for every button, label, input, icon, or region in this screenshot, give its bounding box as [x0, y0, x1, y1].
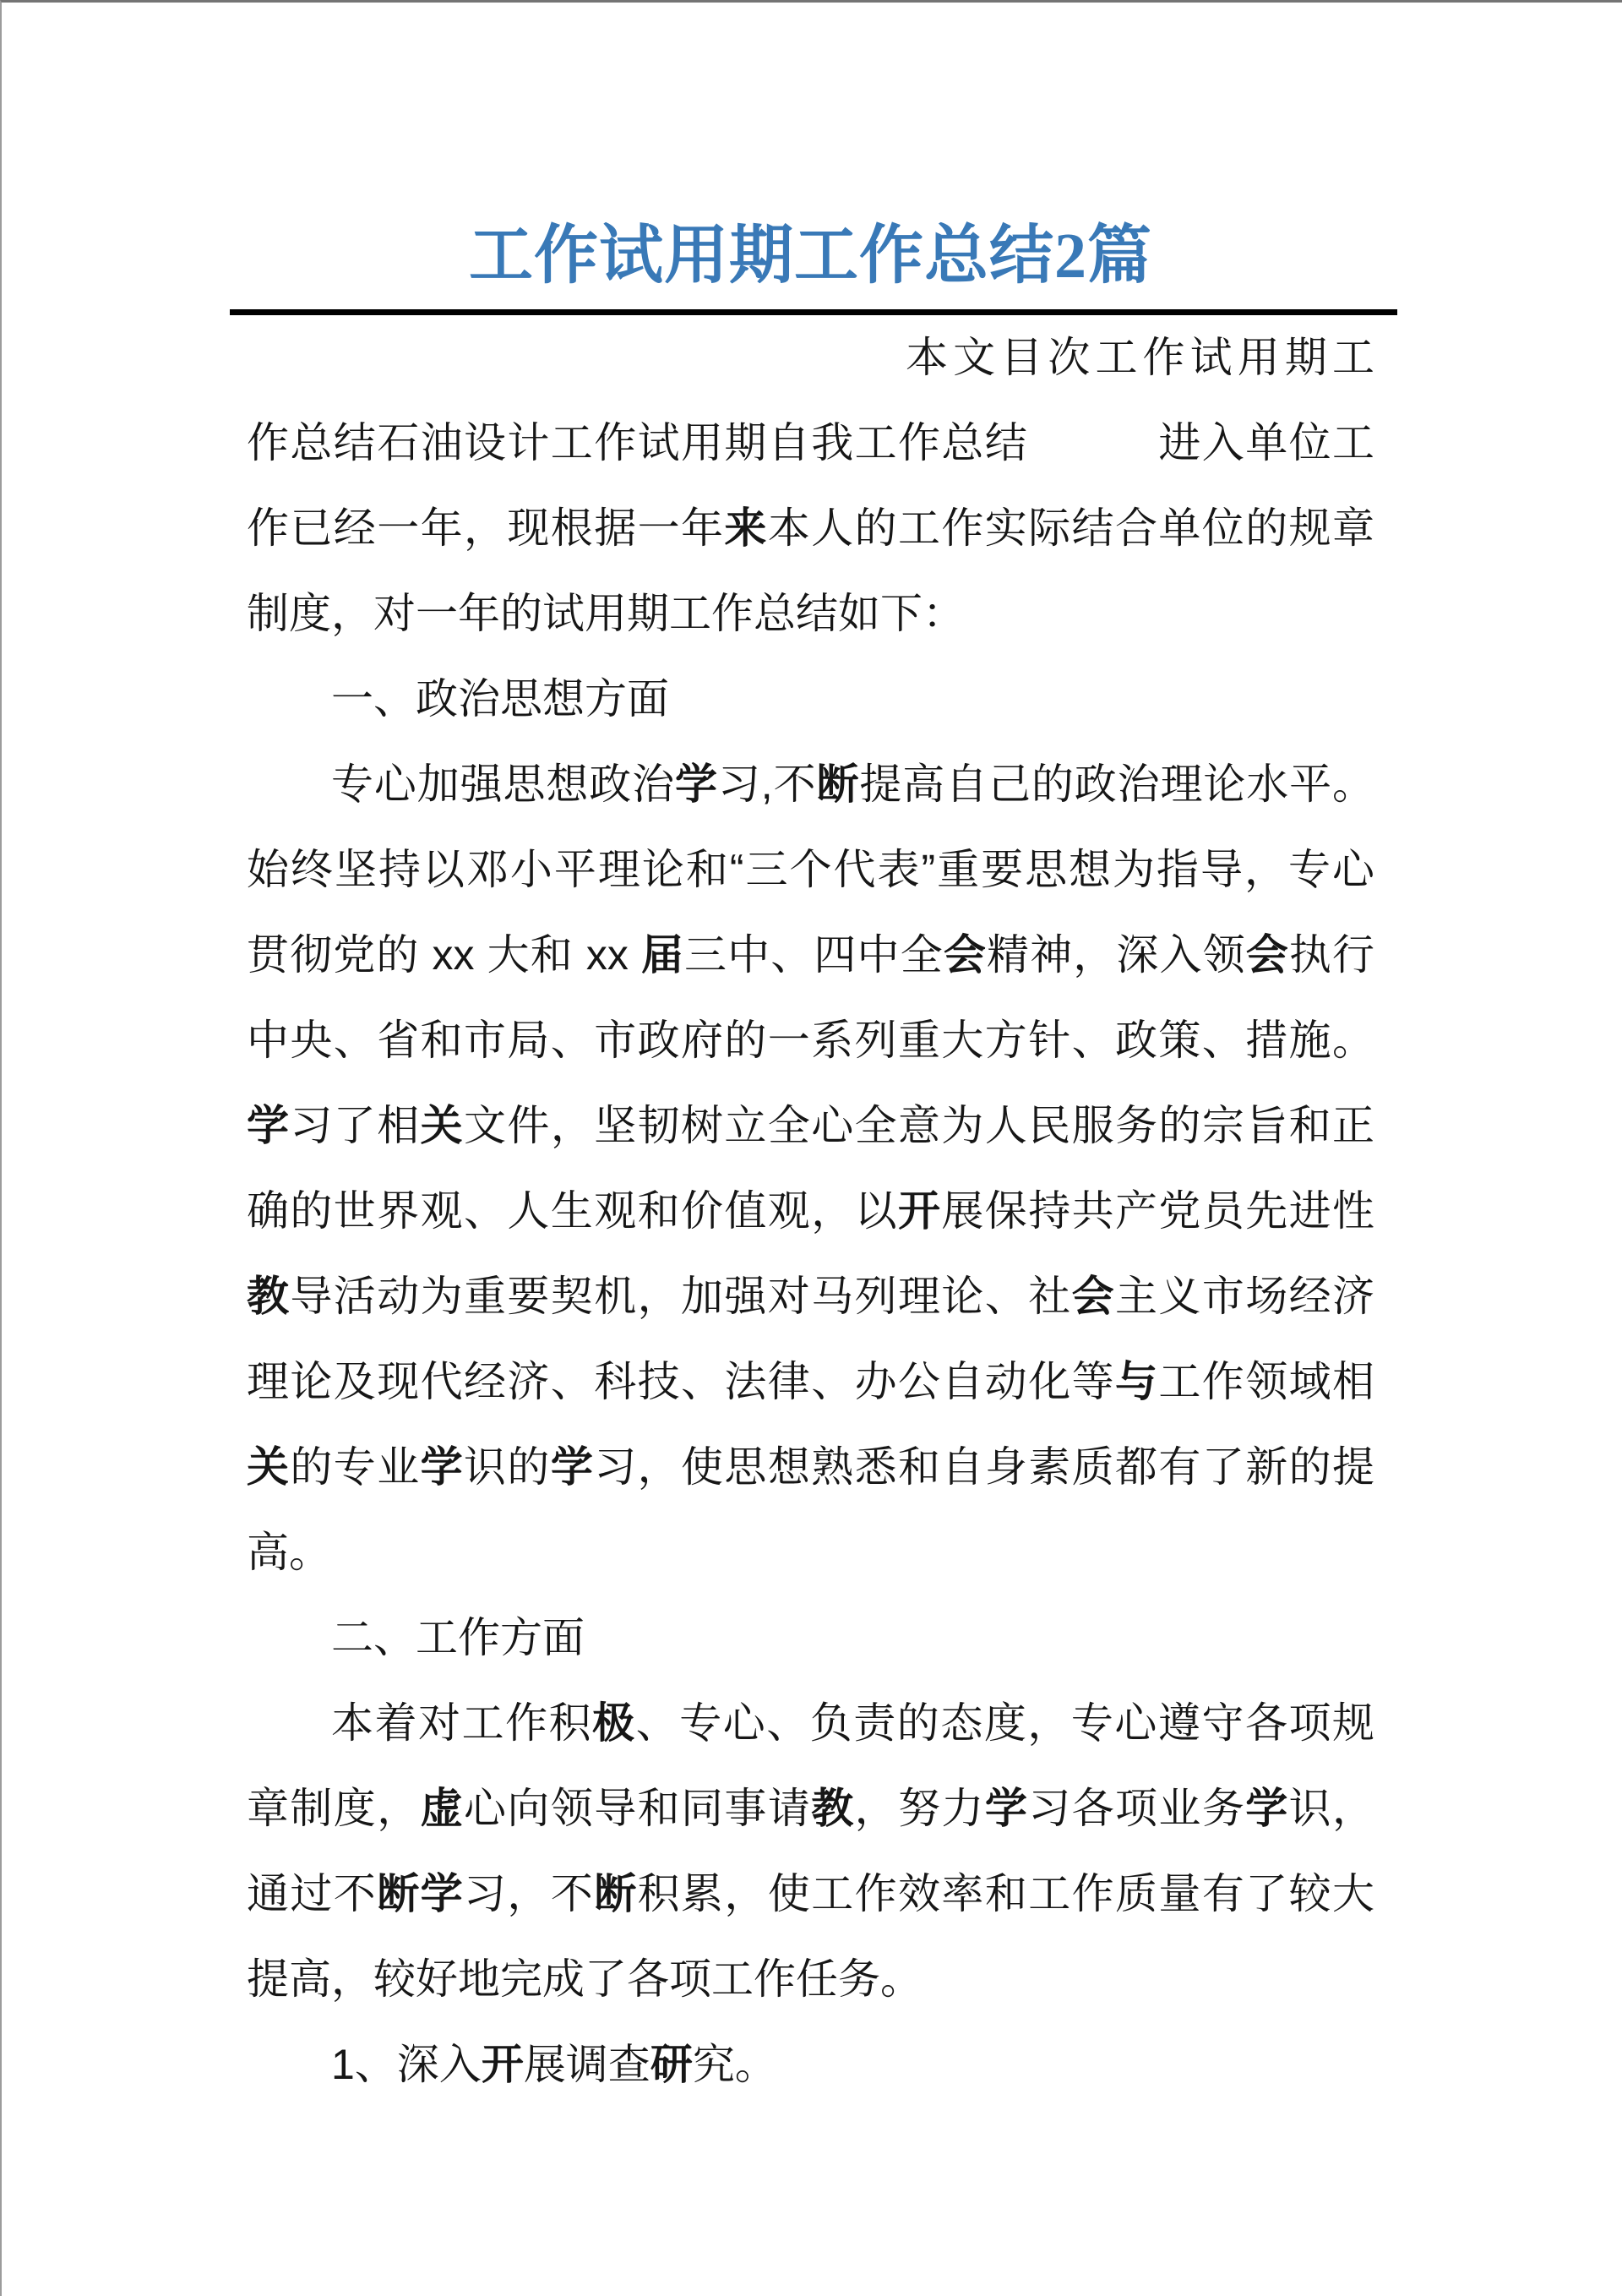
bold-text-segment: 与	[1115, 1358, 1159, 1405]
text-line-6	[247, 742, 1374, 827]
text-line-1	[247, 315, 1374, 401]
text-line-4	[247, 571, 1374, 657]
text-line-14	[247, 1425, 1374, 1510]
bold-text-segment: 学	[247, 1102, 291, 1149]
bold-text-segment: 学	[420, 1443, 465, 1491]
text-segment: 作总结石油设计工作试用期自我工作总结 进入单位工	[247, 419, 1374, 466]
text-segment: 专心加强思想政治	[331, 761, 676, 808]
bold-text-segment: 极	[592, 1699, 636, 1747]
text-segment: 的专业	[290, 1443, 421, 1491]
text-segment: ，努力	[854, 1785, 985, 1832]
bold-text-segment: 会	[943, 931, 987, 979]
bold-text-segment: 来	[724, 504, 768, 552]
bold-text-segment: 开	[898, 1187, 942, 1235]
text-line-2	[247, 401, 1374, 486]
text-segment: 制度，对一年的试用期工作总结如下：	[247, 590, 965, 637]
text-segment: 、专心、负责的态度，专心遵守各项规	[635, 1699, 1374, 1747]
bold-text-segment: 学	[550, 1443, 595, 1491]
text-line-19	[247, 1852, 1374, 1937]
text-line-7	[247, 827, 1374, 913]
text-segment: 主义市场经济	[1115, 1273, 1374, 1320]
bold-text-segment: 会	[1071, 1273, 1116, 1320]
text-segment: 本着对工作积	[331, 1699, 593, 1747]
text-segment: 理论及现代经济、科技、法律、办公自动化等	[247, 1358, 1115, 1405]
text-line-17	[247, 1681, 1374, 1766]
text-segment: 执行	[1288, 931, 1374, 979]
bold-text-segment: 虚	[420, 1785, 465, 1832]
text-segment: 识，	[1288, 1785, 1374, 1832]
text-line-13	[247, 1339, 1374, 1425]
text-segment: 精神，深入领	[986, 931, 1246, 979]
bold-text-segment: 断	[377, 1870, 421, 1917]
document-title: 工作试用期工作总结2篇	[469, 221, 1152, 292]
text-segment: 提高自己的政治理论水平。	[859, 761, 1374, 808]
text-line-21	[247, 2022, 1374, 2108]
text-segment: 究。	[692, 2041, 777, 2088]
text-line-11	[247, 1169, 1374, 1254]
bold-text-segment: 届	[640, 931, 685, 979]
bold-text-segment: 学	[1245, 1785, 1289, 1832]
text-segment: 习各项业务	[1028, 1785, 1246, 1832]
text-line-20	[247, 1937, 1374, 2022]
text-segment: 贯彻党的 xx 大和 xx	[247, 931, 641, 979]
text-line-16	[247, 1595, 1374, 1681]
text-line-18	[247, 1766, 1374, 1852]
title-separator-line	[230, 309, 1397, 315]
bold-text-segment: 断	[594, 1870, 638, 1917]
document-content	[247, 3, 1374, 2108]
text-segment: 本文目次工作试用期工	[906, 334, 1374, 381]
bold-text-segment: 开	[481, 2041, 524, 2088]
text-line-3	[247, 486, 1374, 571]
text-segment: 始终坚持以邓小平理论和“三个代表”重要思想为指导，专心	[247, 846, 1374, 893]
text-segment: 一、政治思想方面	[331, 675, 669, 723]
text-segment: 高。	[247, 1529, 331, 1576]
text-segment: 导活动为重要契机，加强对马列理论、社	[290, 1273, 1072, 1320]
text-segment: 习,不	[717, 761, 817, 808]
text-segment: 习，不	[464, 1870, 595, 1917]
text-segment: 工作领域相	[1158, 1358, 1374, 1405]
text-segment: 习了相	[290, 1102, 421, 1149]
text-segment: 1、深入	[331, 2041, 482, 2088]
bold-text-segment: 关	[420, 1102, 465, 1149]
text-segment: 确的世界观、人生观和价值观，以	[247, 1187, 898, 1235]
text-segment: 本人的工作实际结合单位的规章	[767, 504, 1374, 552]
text-segment: 习，使思想熟悉和自身素质都有了新的提	[594, 1443, 1374, 1491]
text-segment: 展保持共产党员先进性	[941, 1187, 1374, 1235]
bold-text-segment: 研	[650, 2041, 693, 2088]
bold-text-segment: 断	[816, 761, 860, 808]
bold-text-segment: 学	[984, 1785, 1029, 1832]
bold-text-segment: 教	[247, 1273, 291, 1320]
text-segment: 文件，坚韧树立全心全意为人民服务的宗旨和正	[464, 1102, 1374, 1149]
text-line-9	[247, 998, 1374, 1083]
document-body	[247, 315, 1374, 2108]
text-segment: 心向领导和同事请	[464, 1785, 812, 1832]
text-segment: 作已经一年，现根据一年	[247, 504, 725, 552]
bold-text-segment: 学	[420, 1870, 465, 1917]
bold-text-segment: 关	[247, 1443, 291, 1491]
text-segment: 三中、四中全	[684, 931, 944, 979]
text-segment: 提高，较好地完成了各项工作任务。	[247, 1955, 923, 2003]
text-line-5	[247, 657, 1374, 742]
text-line-15	[247, 1510, 1374, 1595]
text-segment: 中央、省和市局、市政府的一系列重大方针、政策、措施。	[247, 1017, 1374, 1064]
bold-text-segment: 教	[811, 1785, 855, 1832]
text-line-12	[247, 1254, 1374, 1339]
text-segment: 展调查	[523, 2041, 650, 2088]
text-line-8	[247, 913, 1374, 998]
text-segment: 积累，使工作效率和工作质量有了较大	[637, 1870, 1374, 1917]
text-segment: 二、工作方面	[331, 1614, 585, 1661]
text-line-10	[247, 1083, 1374, 1169]
text-segment: 章制度，	[247, 1785, 421, 1832]
bold-text-segment: 学	[675, 761, 718, 808]
text-segment: 识的	[464, 1443, 551, 1491]
text-segment: 通过不	[247, 1870, 378, 1917]
bold-text-segment: 会	[1245, 931, 1289, 979]
